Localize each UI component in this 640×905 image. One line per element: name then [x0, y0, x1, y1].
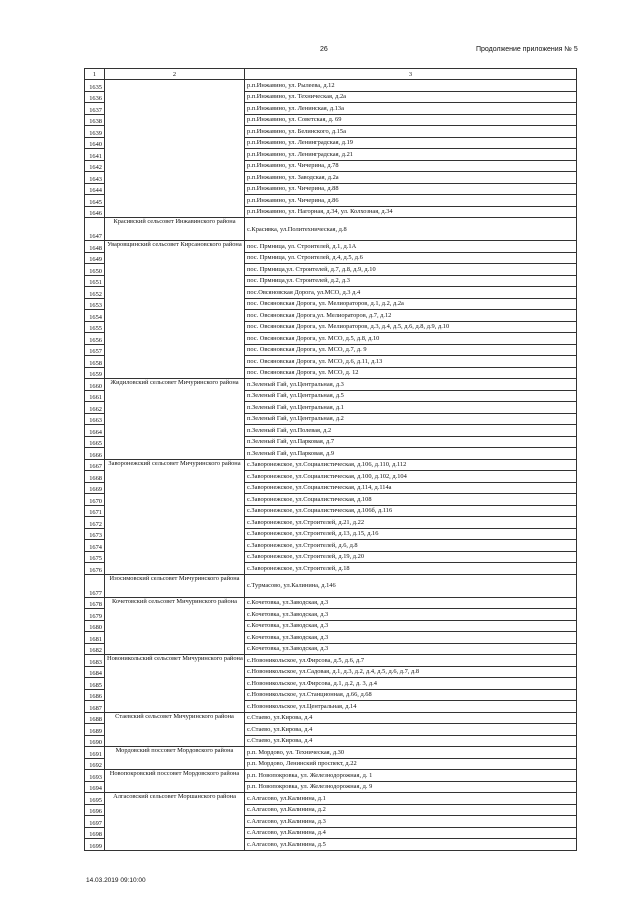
table-row	[85, 459, 577, 471]
table-row	[85, 80, 577, 92]
column-header-3: 3	[245, 69, 577, 80]
municipality-name: Изосимовский сельсовет Мичуринского района	[105, 574, 245, 597]
station-address: р.п.Инжавино, ул. Советская, д. 69	[245, 114, 577, 126]
row-number: 1650	[85, 264, 105, 276]
table-row	[85, 747, 577, 759]
station-address: с.Алгасово, ул.Калинина, д.1	[245, 793, 577, 805]
row-number: 1695	[85, 793, 105, 805]
station-address: с.Алгасово, ул.Калинина, д.2	[245, 804, 577, 816]
station-address: п.Зеленый Гай, ул.Центральная, д.3	[245, 379, 577, 391]
station-address: с.Новоникольское, ул.Фирсова, д.5, д.6, д.7	[245, 655, 577, 667]
row-number: 1693	[85, 770, 105, 782]
appendix-title: Продолжение приложения № 5	[476, 46, 578, 53]
column-header-2: 2	[105, 69, 245, 80]
station-address: с.Алгасово, ул.Калинина, д.4	[245, 827, 577, 839]
polling-stations-table	[84, 68, 577, 851]
station-address: с.Турмасово, ул.Калинина, д.146	[245, 574, 577, 597]
station-address: с.Кочетовка, ул.Заводская, д.3	[245, 597, 577, 609]
station-address: р.п.Инжавино, ул. Техническая, д.2а	[245, 91, 577, 103]
station-address: с.Кочетовка, ул.Заводская, д.3	[245, 643, 577, 655]
station-address: п.Зеленый Гай, ул.Центральная, д.5	[245, 390, 577, 402]
station-address: с.Заворонежское, ул.Строителей, д.19, д.20	[245, 551, 577, 563]
table-row	[85, 770, 577, 782]
row-number: 1686	[85, 689, 105, 701]
row-number: 1680	[85, 620, 105, 632]
row-number: 1662	[85, 402, 105, 414]
row-number: 1678	[85, 597, 105, 609]
row-number: 1660	[85, 379, 105, 391]
station-address: пос.Овсяновская Дорога, ул.МСО, д.3 д.4	[245, 287, 577, 299]
row-number: 1681	[85, 632, 105, 644]
row-number: 1637	[85, 103, 105, 115]
station-address: р.п.Инжавино, ул. Нагорная, д.34, ул. Колхозная, д.34	[245, 206, 577, 218]
station-address: с.Новоникольское, ул.Центральная, д.14	[245, 701, 577, 713]
station-address: с.Кочетовка, ул.Заводская, д.3	[245, 609, 577, 621]
station-address: пос. Овсяновская Дорога, ул. Мелиораторов, д.1, д.2, д.2а	[245, 298, 577, 310]
row-number: 1671	[85, 505, 105, 517]
row-number: 1673	[85, 528, 105, 540]
station-address: р.п.Инжавино, ул. Чичерина, д.88	[245, 183, 577, 195]
municipality-name: Мордовский поссовет Мордовского района	[105, 747, 245, 770]
station-address: с.Заворонежское, ул.Социалистическая, д.114, д.114а	[245, 482, 577, 494]
row-number: 1636	[85, 91, 105, 103]
table-row	[85, 793, 577, 805]
row-number: 1684	[85, 666, 105, 678]
station-address: п.Зеленый Гай, ул.Центральная, д.2	[245, 413, 577, 425]
table-row	[85, 218, 577, 241]
station-address: с.Кочетовка, ул.Заводская, д.3	[245, 620, 577, 632]
station-address: с.Стаево, ул.Кирова, д.4	[245, 712, 577, 724]
station-address: р.п.Инжавино, ул. Чичерина, д.78	[245, 160, 577, 172]
station-address: пос. Овсяновская Дорога, ул. МСО, д.6, д.11, д.13	[245, 356, 577, 368]
station-address: с.Заворонежское, ул.Строителей, д.6, д.8	[245, 540, 577, 552]
station-address: р.п. Новопокровка, ул. Железнодорожная, д. 9	[245, 781, 577, 793]
row-number: 1645	[85, 195, 105, 207]
row-number: 1657	[85, 344, 105, 356]
row-number: 1638	[85, 114, 105, 126]
table-row	[85, 574, 577, 597]
municipality-name: Уваровщинский сельсовет Кирсановского района	[105, 241, 245, 379]
row-number: 1639	[85, 126, 105, 138]
station-address: пос. Овсяновская Дорога,ул. Мелиораторов, д.7, д.12	[245, 310, 577, 322]
station-address: с.Заворонежское, ул.Строителей, д.21, д.22	[245, 517, 577, 529]
row-number: 1648	[85, 241, 105, 253]
row-number: 1654	[85, 310, 105, 322]
station-address: с.Новоникольское, ул.Садовая, д.1, д.3, д.2, д.4, д.5, д.6, д.7, д.8	[245, 666, 577, 678]
table-row	[85, 379, 577, 391]
station-address: с.Алгасово, ул.Калинина, д.5	[245, 839, 577, 851]
row-number: 1677	[85, 574, 105, 597]
row-number: 1642	[85, 160, 105, 172]
municipality-name: Стаевский сельсовет Мичуринского района	[105, 712, 245, 747]
municipality-name: Алгасовский сельсовет Моршанского района	[105, 793, 245, 851]
station-address: пос. Овсяновская Дорога, ул. МСО, д. 12	[245, 367, 577, 379]
row-number: 1696	[85, 804, 105, 816]
row-number: 1682	[85, 643, 105, 655]
station-address: с.Заворонежское, ул.Социалистическая, д.100, д.102, д.104	[245, 471, 577, 483]
row-number: 1676	[85, 563, 105, 575]
municipality-name: Новоникольский сельсовет Мичуринского района	[105, 655, 245, 713]
row-number: 1659	[85, 367, 105, 379]
station-address: с.Новоникольское, ул.Станционная, д.66, д.68	[245, 689, 577, 701]
station-address: п.Зеленый Гай, ул.Парковая, д.7	[245, 436, 577, 448]
row-number: 1665	[85, 436, 105, 448]
station-address: р.п.Инжавино, ул. Заводская, д.2а	[245, 172, 577, 184]
station-address: с.Стаево, ул.Кирова, д.4	[245, 724, 577, 736]
row-number: 1652	[85, 287, 105, 299]
station-address: р.п.Инжавино, ул. Ленинградская, д.19	[245, 137, 577, 149]
row-number: 1668	[85, 471, 105, 483]
row-number: 1690	[85, 735, 105, 747]
station-address: пос. Прмница,ул. Строителей, д.2, д.3	[245, 275, 577, 287]
station-address: с.Новоникольское, ул.Фирсова, д.1, д.2, д. 3, д.4	[245, 678, 577, 690]
row-number: 1670	[85, 494, 105, 506]
station-address: р.п.Инжавино, ул. Ленинградская, д.21	[245, 149, 577, 161]
row-number: 1646	[85, 206, 105, 218]
station-address: с.Заворонежское, ул.Социалистическая, д.106б, д.116	[245, 505, 577, 517]
print-timestamp: 14.03.2019 09:10:00	[86, 877, 146, 884]
row-number: 1640	[85, 137, 105, 149]
row-number: 1669	[85, 482, 105, 494]
row-number: 1685	[85, 678, 105, 690]
row-number: 1666	[85, 448, 105, 460]
station-address: с.Кочетовка, ул.Заводская, д.3	[245, 632, 577, 644]
row-number: 1644	[85, 183, 105, 195]
row-number: 1656	[85, 333, 105, 345]
row-number: 1655	[85, 321, 105, 333]
station-address: с.Заворонежское, ул.Социалистическая, д.108	[245, 494, 577, 506]
station-address: пос. Овсяновская Дорога, ул. МСО, д.5, д.8, д.10	[245, 333, 577, 345]
table-row	[85, 597, 577, 609]
station-address: с.Стаево, ул.Кирова, д.4	[245, 735, 577, 747]
row-number: 1683	[85, 655, 105, 667]
station-address: с.Заворонежское, ул.Строителей, д.13, д.15, д.16	[245, 528, 577, 540]
row-number: 1641	[85, 149, 105, 161]
row-number: 1649	[85, 252, 105, 264]
table-row	[85, 655, 577, 667]
column-header-1: 1	[85, 69, 105, 80]
row-number: 1679	[85, 609, 105, 621]
station-address: пос. Прмница, ул. Строителей, д.4, д.5, д.6	[245, 252, 577, 264]
row-number: 1651	[85, 275, 105, 287]
row-number: 1699	[85, 839, 105, 851]
station-address: р.п.Инжавино, ул. Ленинская, д.13а	[245, 103, 577, 115]
row-number: 1643	[85, 172, 105, 184]
station-address: р.п. Мордово, Ленинский проспект, д.22	[245, 758, 577, 770]
municipality-name: Красивский сельсовет Инжавинского района	[105, 218, 245, 241]
station-address: с.Алгасово, ул.Калинина, д.3	[245, 816, 577, 828]
station-address: р.п.Инжавино, ул. Чичерина, д.86	[245, 195, 577, 207]
row-number: 1647	[85, 218, 105, 241]
municipality-name	[105, 80, 245, 218]
table-row	[85, 241, 577, 253]
station-address: р.п. Новопокровка, ул. Железнодорожная, д. 1	[245, 770, 577, 782]
municipality-name: Заворонежский сельсовет Мичуринского района	[105, 459, 245, 574]
municipality-name: Новопокровский поссовет Мордовского района	[105, 770, 245, 793]
row-number: 1691	[85, 747, 105, 759]
station-address: пос. Овсяновская Дорога, ул. МСО, д.7, д. 9	[245, 344, 577, 356]
row-number: 1663	[85, 413, 105, 425]
station-address: с.Красивка, ул.Политехническая, д.8	[245, 218, 577, 241]
column-header-row	[85, 69, 577, 80]
municipality-name: Жидиловский сельсовет Мичуринского района	[105, 379, 245, 460]
row-number: 1687	[85, 701, 105, 713]
station-address: р.п.Инжавино, ул. Рылеева, д.12	[245, 80, 577, 92]
row-number: 1658	[85, 356, 105, 368]
station-address: пос. Прмница,ул. Строителей, д.7, д.8, д.9, д.10	[245, 264, 577, 276]
row-number: 1675	[85, 551, 105, 563]
row-number: 1688	[85, 712, 105, 724]
row-number: 1653	[85, 298, 105, 310]
page-number: 26	[320, 46, 328, 53]
row-number: 1697	[85, 816, 105, 828]
row-number: 1674	[85, 540, 105, 552]
station-address: пос. Овсяновская Дорога, ул. Мелиораторов, д.3, д.4, д.5, д.6, д.8, д.9, д.10	[245, 321, 577, 333]
table-row	[85, 712, 577, 724]
station-address: р.п.Инжавино, ул. Белинского, д.15а	[245, 126, 577, 138]
station-address: с.Заворонежское, ул.Социалистическая, д.106, д.110, д.112	[245, 459, 577, 471]
row-number: 1661	[85, 390, 105, 402]
station-address: с.Заворонежское, ул.Строителей, д.18	[245, 563, 577, 575]
row-number: 1672	[85, 517, 105, 529]
row-number: 1635	[85, 80, 105, 92]
row-number: 1689	[85, 724, 105, 736]
station-address: п.Зеленый Гай, ул.Центральная, д.1	[245, 402, 577, 414]
station-address: р.п. Мордово, ул. Техническая, д.30	[245, 747, 577, 759]
table-body	[85, 69, 577, 851]
station-address: п.Зеленый Гай, ул.Парковая, д.9	[245, 448, 577, 460]
station-address: п.Зеленый Гай, ул.Полевая, д.2	[245, 425, 577, 437]
row-number: 1694	[85, 781, 105, 793]
municipality-name: Кочетовский сельсовет Мичуринского района	[105, 597, 245, 655]
station-address: пос. Прмница, ул. Строителей, д.1, д.1А	[245, 241, 577, 253]
row-number: 1698	[85, 827, 105, 839]
row-number: 1692	[85, 758, 105, 770]
row-number: 1667	[85, 459, 105, 471]
row-number: 1664	[85, 425, 105, 437]
